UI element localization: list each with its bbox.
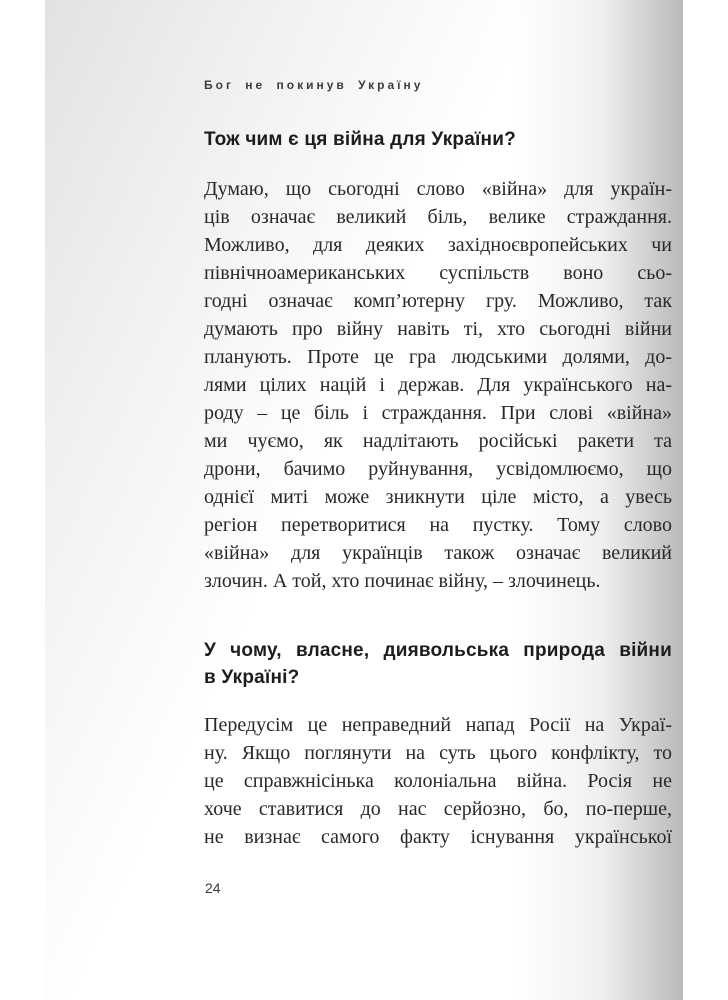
- text-line: «війна» для українців також означає великий: [204, 542, 672, 564]
- text-line: У чому, власне, диявольська природа війни: [204, 640, 672, 661]
- section-heading-war-meaning: Тож чим є ця війна для України?: [204, 129, 516, 150]
- text-line: ців означає великий біль, велике страждання.: [204, 206, 672, 228]
- text-line: однієї миті може зникнути ціле місто, а увесь: [204, 486, 672, 508]
- text-line: злочин. А той, хто починає війну, – злочинець.: [204, 570, 601, 592]
- text-line: в Україні?: [204, 667, 300, 688]
- text-line: ми чуємо, як надлітають російські ракети та: [204, 430, 672, 452]
- text-line: північноамериканських суспільств воно сьо-: [204, 262, 672, 284]
- text-line: лями цілих націй і держав. Для українського на-: [204, 374, 672, 396]
- book-page-scan: [45, 0, 683, 1000]
- text-line: Можливо, для деяких західноєвропейських чи: [204, 234, 672, 256]
- paragraph-war-meaning: [204, 175, 672, 595]
- page-number: 24: [205, 880, 221, 896]
- section-heading-diabolic-nature: [204, 637, 672, 691]
- text-line: годні означає комп’ютерну гру. Можливо, так: [204, 290, 672, 312]
- text-line: регіон перетворитися на пустку. Тому слово: [204, 514, 672, 536]
- text-line: хоче ставитися до нас серйозно, бо, по-перше,: [204, 798, 672, 820]
- text-column: [204, 0, 672, 1000]
- text-line: не визнає самого факту існування української: [204, 826, 672, 848]
- text-line: Думаю, що сьогодні слово «війна» для україн-: [204, 178, 672, 200]
- running-header: Бог не покинув Україну: [204, 78, 424, 92]
- text-line: роду – це біль і страждання. При слові «війна»: [204, 402, 672, 424]
- text-line: планують. Проте це гра людськими долями, до-: [204, 346, 672, 368]
- text-line: ну. Якщо поглянути на суть цього конфлікту, то: [204, 742, 672, 764]
- text-line: це справжнісінька колоніальна війна. Росія не: [204, 770, 672, 792]
- text-line: Передусім це неправедний напад Росії на Украї-: [204, 714, 672, 736]
- paragraph-diabolic-nature: [204, 711, 672, 851]
- text-line: думають про війну навіть ті, хто сьогодні війни: [204, 318, 672, 340]
- text-line: дрони, бачимо руйнування, усвідомлюємо, що: [204, 458, 672, 480]
